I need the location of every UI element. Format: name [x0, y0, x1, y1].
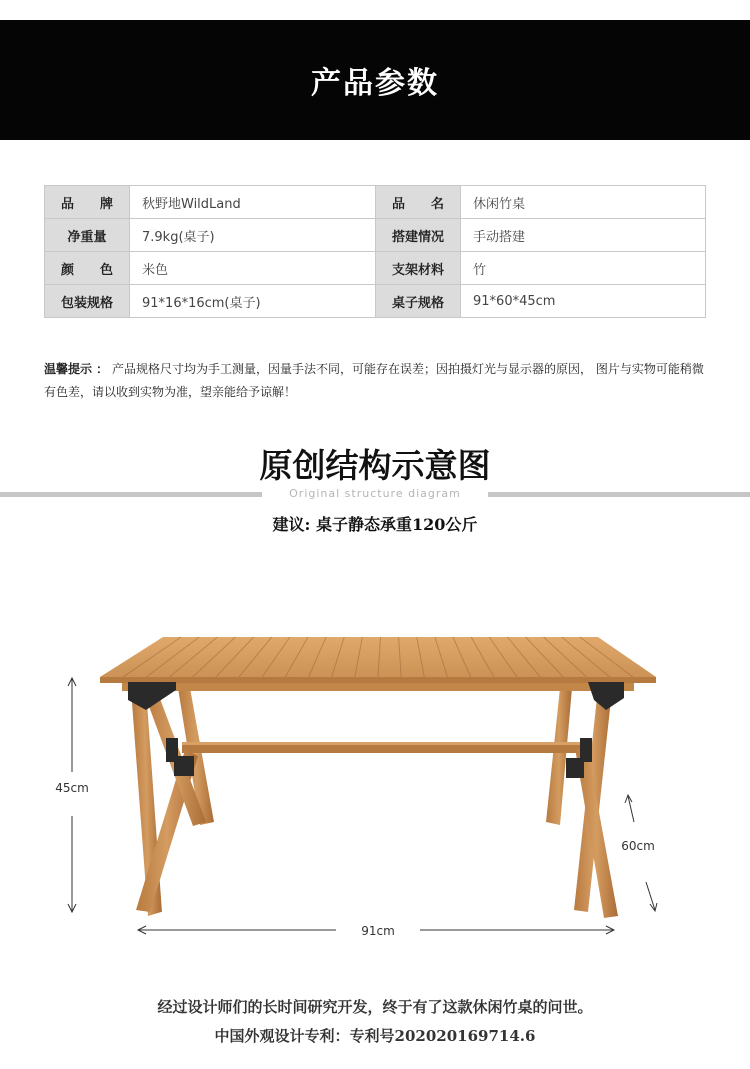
spec-key: 品 名 [376, 186, 461, 219]
spec-value: 7.9kg(桌子) [130, 219, 376, 252]
header-banner [0, 20, 750, 140]
spec-key: 搭建情况 [376, 219, 461, 252]
spec-row [45, 186, 706, 219]
depth-label: 60cm [621, 839, 655, 853]
notice-label: 温馨提示 ： [44, 362, 109, 376]
notice-text: 产品规格尺寸均为手工测量，因量手法不同，可能存在误差；因拍摄灯光与显示器的原因， 图片与实物可能稍微有色差，请以收到实物为准，望亲能给予谅解！ [44, 362, 704, 399]
spec-value: 91*16*16cm(桌子) [130, 285, 376, 318]
spec-key: 支架材料 [376, 252, 461, 285]
back-legs [178, 688, 572, 825]
width-label: 91cm [361, 924, 395, 938]
spec-key: 品 牌 [45, 186, 130, 219]
stretcher-bar [182, 742, 584, 753]
section-title: 原创结构示意图 [259, 446, 491, 485]
spec-row [45, 252, 706, 285]
spec-table [44, 185, 706, 318]
spec-value: 竹 [461, 252, 706, 285]
table-diagram [0, 560, 750, 960]
depth-dimension [625, 795, 657, 911]
spec-value: 休闲竹桌 [461, 186, 706, 219]
spec-value: 91*60*45cm [461, 285, 706, 318]
height-dimension [68, 678, 76, 912]
spec-key: 包装规格 [45, 285, 130, 318]
footer-patent: 中国外观设计专利：专利号202020169714.6 [214, 1027, 536, 1045]
spec-value: 手动搭建 [461, 219, 706, 252]
spec-row [45, 219, 706, 252]
spec-row [45, 285, 706, 318]
section-subtitle: Original structure diagram [289, 487, 461, 500]
notice [44, 358, 710, 404]
load-capacity: 建议: 桌子静态承重120公斤 [272, 515, 478, 534]
table-top [100, 637, 656, 691]
spec-key: 桌子规格 [376, 285, 461, 318]
height-label: 45cm [55, 781, 89, 795]
spec-key: 颜 色 [45, 252, 130, 285]
spec-key: 净重量 [45, 219, 130, 252]
footer-description: 经过设计师们的长时间研究开发，终于有了这款休闲竹桌的问世。 [157, 998, 593, 1016]
spec-value: 米色 [130, 252, 376, 285]
spec-value: 秋野地WildLand [130, 186, 376, 219]
banner-title: 产品参数 [311, 66, 439, 101]
